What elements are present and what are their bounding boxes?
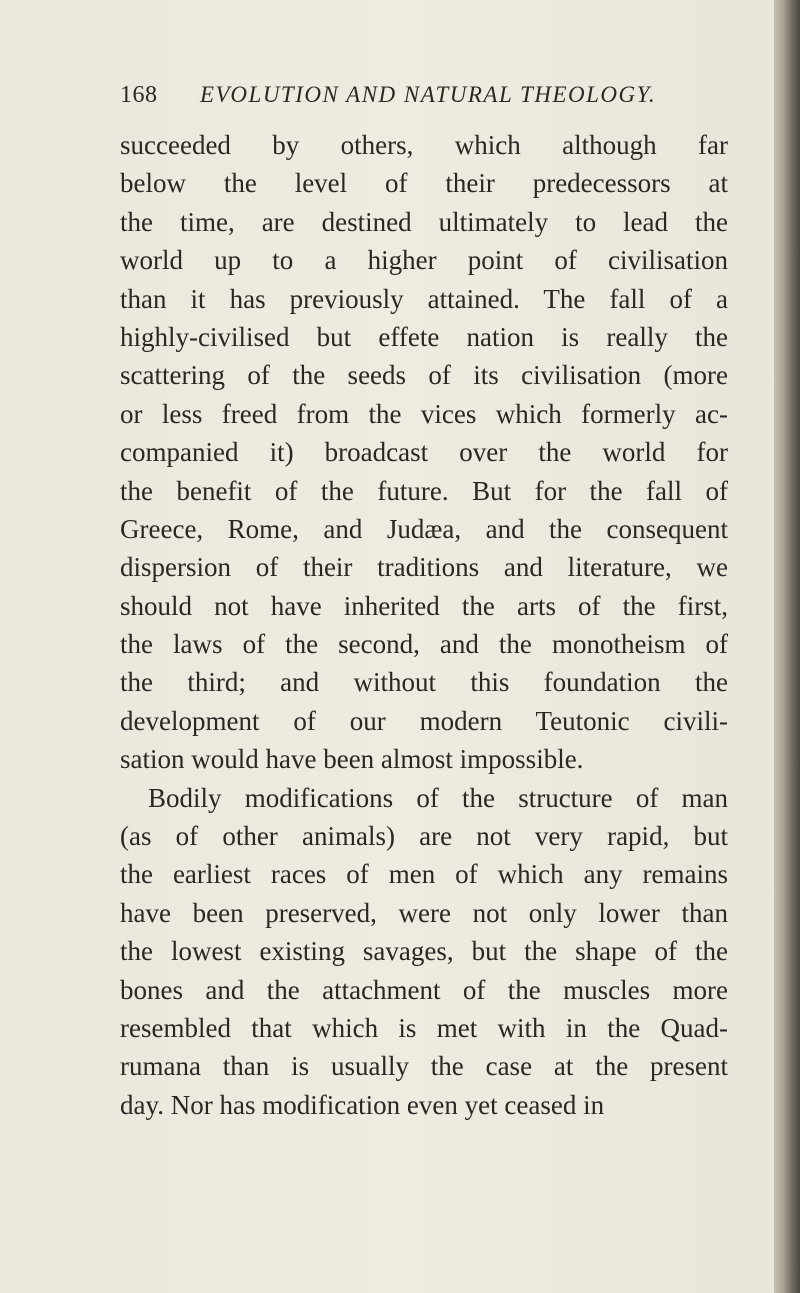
page-number: 168 xyxy=(120,82,158,108)
text-line: bones and the attachment of the muscles more xyxy=(120,974,728,1005)
text-line: the earliest races of men of which any remains xyxy=(120,859,728,890)
text-line: should not have inherited the arts of the first, xyxy=(120,590,728,621)
text-line: than it has previously attained. The fall of a xyxy=(120,283,728,314)
text-line: development of our modern Teutonic civili- xyxy=(120,705,728,736)
text-line: rumana than is usually the case at the present xyxy=(120,1051,728,1082)
text-line: the third; and without this foundation the xyxy=(120,667,728,698)
body-text xyxy=(120,126,728,1124)
text-line: resembled that which is met with in the Quad- xyxy=(120,1012,728,1043)
text-line: the laws of the second, and the monotheism of xyxy=(120,629,728,660)
text-line: the lowest existing savages, but the shape of the xyxy=(120,936,728,967)
text-line: the time, are destined ultimately to lead the xyxy=(120,206,728,237)
paragraph xyxy=(120,126,728,779)
book-gutter-shadow xyxy=(774,0,800,1293)
text-line: scattering of the seeds of its civilisation (more xyxy=(120,360,728,391)
text-line: highly-civilised but effete nation is really the xyxy=(120,321,728,352)
text-line: below the level of their predecessors at xyxy=(120,168,728,199)
running-head: EVOLUTION AND NATURAL THEOLOGY. xyxy=(200,82,657,107)
text-line: the benefit of the future. But for the fall of xyxy=(120,475,728,506)
text-line: companied it) broadcast over the world for xyxy=(120,437,728,468)
paragraph xyxy=(120,779,728,1125)
text-line: succeeded by others, which although far xyxy=(120,130,728,160)
text-line: or less freed from the vices which formerly ac- xyxy=(120,398,728,429)
text-line: dispersion of their traditions and literature, we xyxy=(120,552,728,583)
text-line: Greece, Rome, and Judæa, and the consequent xyxy=(120,513,728,544)
text-line: sation would have been almost impossible. xyxy=(120,744,584,775)
text-line: have been preserved, were not only lower than xyxy=(120,897,728,928)
text-line: world up to a higher point of civilisation xyxy=(120,245,728,276)
text-line: (as of other animals) are not very rapid, but xyxy=(120,821,728,852)
text-line: day. Nor has modification even yet ceased in xyxy=(120,1089,605,1120)
page-header xyxy=(120,82,740,122)
text-line: Bodily modifications of the structure of man xyxy=(148,782,728,813)
